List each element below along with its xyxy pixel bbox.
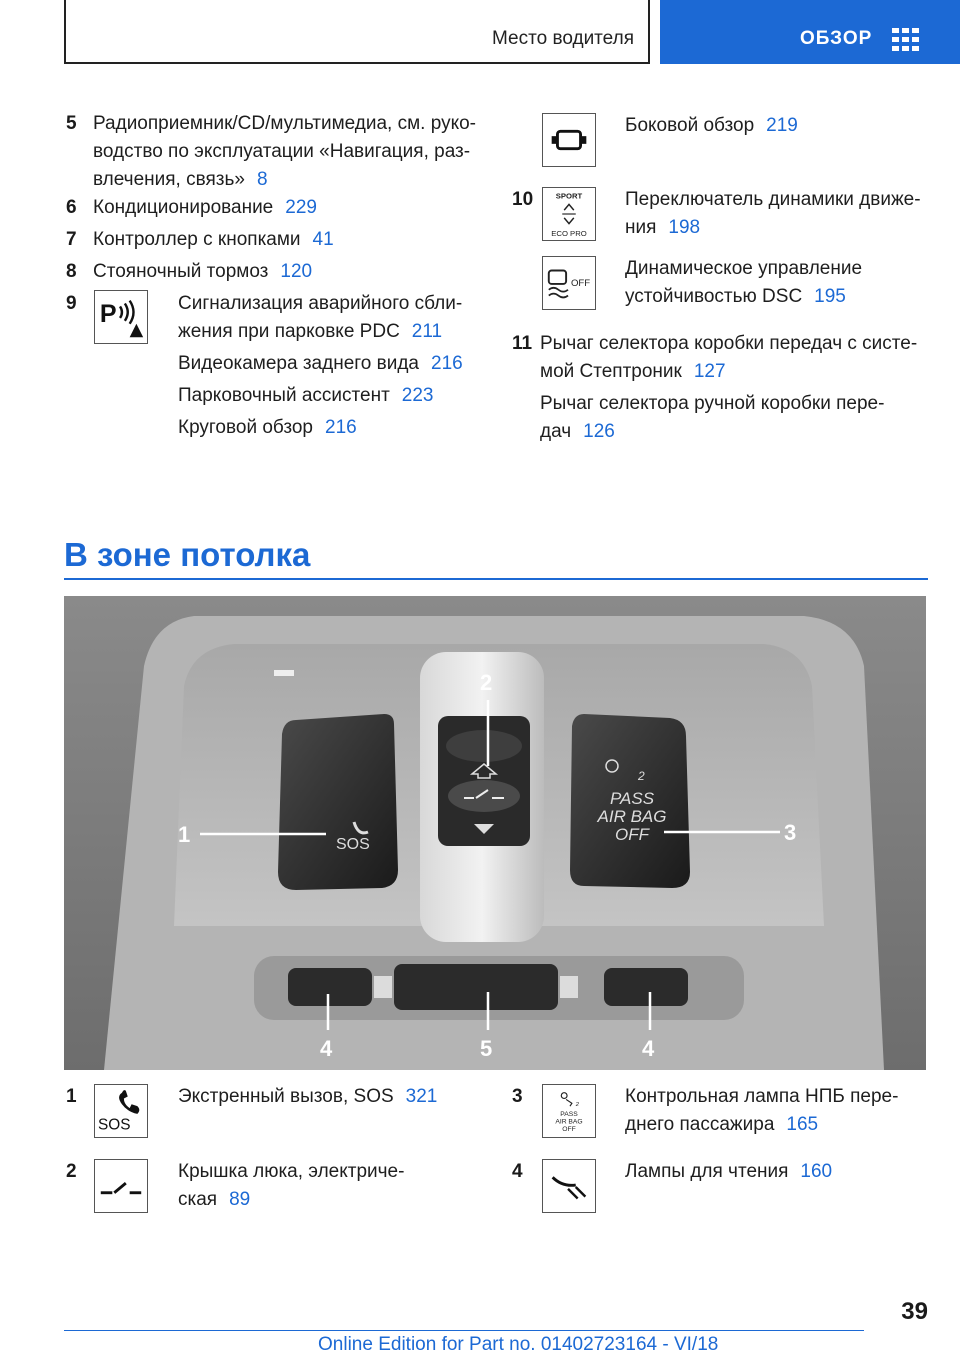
page-reference-link[interactable]: 41 — [312, 229, 334, 250]
driving-mode-switch-icon — [542, 187, 596, 241]
section-heading: В зоне потолка — [64, 536, 311, 573]
bottom-item-3-text — [625, 1083, 935, 1139]
item-line: Крышка люка, электриче- — [178, 1161, 405, 1182]
bottom-item-1-text — [178, 1083, 437, 1111]
svg-text:2: 2 — [575, 1102, 579, 1109]
item-line: Парковочный ассистент — [178, 385, 390, 406]
page-reference-link[interactable]: 198 — [668, 217, 701, 238]
item-number: 10 — [512, 189, 534, 210]
sos-button-label: SOS — [336, 836, 370, 853]
item-line: Стояночный тормоз — [93, 261, 269, 282]
svg-text:P: P — [99, 299, 117, 328]
callout-2: 2 — [480, 670, 493, 695]
page-reference-link[interactable]: 219 — [766, 115, 798, 136]
icon-label: AIR BAG — [555, 1118, 583, 1126]
item-line: мой Стептроник — [540, 361, 682, 382]
passenger-airbag-off-icon — [542, 1084, 596, 1138]
item-line: ская — [178, 1189, 218, 1210]
icon-label: PASS — [560, 1110, 578, 1118]
section-divider — [64, 578, 928, 580]
item-line: Динамическое управление — [625, 258, 863, 279]
page-reference-link[interactable]: 216 — [431, 353, 463, 374]
item-line: влечения, связь» — [93, 169, 245, 190]
item-line: днего пассажира — [625, 1114, 775, 1135]
item-9-text — [178, 290, 498, 442]
item-line: Переключатель динамики движе- — [625, 189, 921, 210]
item-line: ния — [625, 217, 657, 238]
header-tab-label: ОБЗОР — [800, 28, 873, 49]
reading-light-icon — [542, 1159, 596, 1213]
icon-label: SPORT — [555, 191, 583, 201]
header-section-title: Место водителя — [492, 28, 634, 49]
icon-label: OFF — [562, 1126, 576, 1134]
item-7-text — [93, 226, 334, 254]
item-number: 8 — [66, 261, 77, 282]
item-line: Боковой обзор — [625, 115, 755, 136]
item-10-text — [625, 186, 935, 242]
item-number: 4 — [512, 1161, 523, 1182]
item-line: Экстренный вызов, SOS — [178, 1086, 394, 1107]
page-reference-link[interactable]: 89 — [229, 1189, 251, 1210]
item-6-text — [93, 194, 317, 222]
item-number: 3 — [512, 1086, 523, 1107]
page-reference-link[interactable]: 195 — [814, 286, 846, 307]
item-number: 2 — [66, 1161, 77, 1182]
item-line: Контроллер с кнопками — [93, 229, 301, 250]
item-line: Видеокамера заднего вида — [178, 353, 419, 374]
icon-label: OFF — [570, 277, 591, 289]
bottom-item-2-text — [178, 1158, 478, 1214]
airbag-label-line: PASS — [609, 789, 655, 808]
icon-label: SOS — [98, 1116, 131, 1134]
item-11-text — [540, 330, 940, 446]
page-reference-link[interactable]: 321 — [405, 1086, 438, 1107]
page-reference-link[interactable]: 160 — [800, 1161, 833, 1182]
sunroof-icon — [94, 1159, 148, 1213]
grid-icon — [892, 28, 920, 52]
header-section-box — [64, 0, 650, 64]
item-line: Контрольная лампа НПБ пере- — [625, 1086, 899, 1107]
airbag-sub-label: 2 — [638, 769, 645, 783]
dsc-text — [625, 255, 935, 311]
page-reference-link[interactable]: 120 — [280, 261, 313, 282]
page-reference-link[interactable]: 127 — [693, 361, 726, 382]
item-line: Рычаг селектора коробки передач с систе- — [540, 333, 918, 354]
item-line: Кондиционирование — [93, 197, 274, 218]
page-reference-link[interactable]: 211 — [411, 321, 443, 342]
footer-edition-text: Online Edition for Part no. 01402723164 - VI/18 — [318, 1334, 719, 1355]
item-line: устойчивостью DSC — [625, 286, 803, 307]
page-reference-link[interactable]: 126 — [583, 421, 615, 442]
callout-5: 5 — [480, 1036, 493, 1061]
page-reference-link[interactable]: 223 — [401, 385, 434, 406]
item-line: Круговой обзор — [178, 417, 314, 438]
item-8-text — [93, 258, 312, 286]
footer-divider — [64, 1330, 864, 1331]
page-reference-link[interactable]: 216 — [325, 417, 357, 438]
item-number: 6 — [66, 197, 77, 218]
item-line: Лампы для чтения — [625, 1161, 789, 1182]
bottom-item-4-text — [625, 1158, 832, 1186]
page-reference-link[interactable]: 229 — [285, 197, 317, 218]
item-5-text — [93, 110, 493, 194]
item-number: 5 — [66, 113, 77, 134]
overhead-console-photo — [64, 596, 926, 1070]
page-number: 39 — [901, 1298, 928, 1325]
callout-4-right: 4 — [642, 1036, 655, 1061]
side-view-text — [625, 112, 798, 140]
dsc-off-icon — [542, 256, 596, 310]
item-line: водство по эксплуатации «Навигация, раз- — [93, 141, 471, 162]
page-reference-link[interactable]: 165 — [786, 1114, 819, 1135]
callout-3: 3 — [784, 820, 797, 845]
page-reference-link[interactable]: 8 — [256, 169, 268, 190]
item-line: Рычаг селектора ручной коробки пере- — [540, 393, 885, 414]
pdc-icon — [94, 290, 148, 344]
item-line: Радиоприемник/CD/мультимедиа, см. руко- — [93, 113, 476, 134]
item-line: жения при парковке PDC — [178, 321, 400, 342]
airbag-label-line: AIR BAG — [597, 807, 667, 826]
header-overview-tab[interactable] — [660, 0, 960, 64]
sos-call-icon — [94, 1084, 148, 1138]
item-line: Сигнализация аварийного сбли- — [178, 293, 463, 314]
side-view-icon — [542, 113, 596, 167]
callout-1: 1 — [178, 822, 191, 847]
item-number: 1 — [66, 1086, 77, 1107]
icon-label: ECO PRO — [551, 229, 587, 239]
item-number: 11 — [512, 333, 533, 354]
item-number: 7 — [66, 229, 77, 250]
airbag-label-line: OFF — [615, 825, 649, 844]
item-line: дач — [540, 421, 572, 442]
callout-4-left: 4 — [320, 1036, 333, 1061]
item-number: 9 — [66, 293, 77, 314]
